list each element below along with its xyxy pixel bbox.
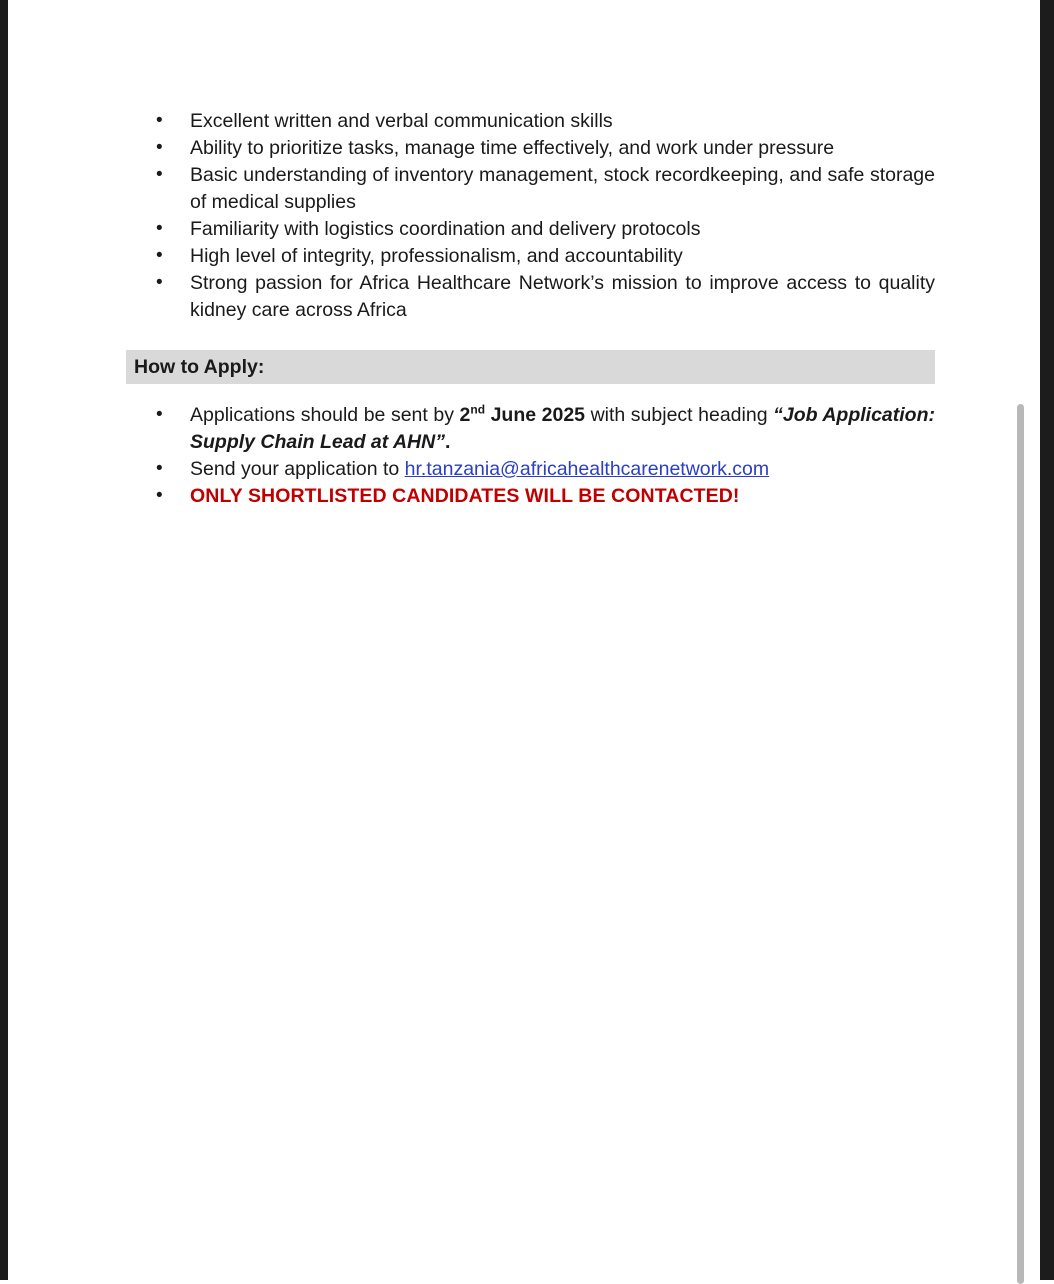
email-link[interactable]: hr.tanzania@africahealthcarenetwork.com xyxy=(404,458,770,480)
apply-date-ordinal: nd xyxy=(470,402,486,417)
apply-period: . xyxy=(444,431,451,453)
list-item: • Familiarity with logistics coordination and delivery protocols xyxy=(126,216,935,243)
list-item-application-deadline xyxy=(126,402,935,456)
how-to-apply-list xyxy=(126,402,935,510)
list-item: • Basic understanding of inventory management, stock recordkeeping, and safe storage of medical supplies xyxy=(126,162,935,216)
apply-date-rest: June 2025 xyxy=(485,404,586,426)
apply-date-number: 2 xyxy=(459,404,471,426)
list-item: • Excellent written and verbal communication skills xyxy=(126,108,935,135)
apply-middle-text: with subject heading xyxy=(585,404,774,426)
document-body xyxy=(8,0,1040,1270)
shortlist-alert-text: ONLY SHORTLISTED CANDIDATES WILL BE CONTACTED! xyxy=(190,485,740,507)
page-gutter-right xyxy=(1040,0,1054,1280)
scrollbar-track[interactable] xyxy=(1028,0,1040,1280)
list-item: • High level of integrity, professionalism, and accountability xyxy=(126,243,935,270)
list-item: • Ability to prioritize tasks, manage time effectively, and work under pressure xyxy=(126,135,935,162)
apply-lead-text: Applications should be sent by xyxy=(190,404,460,426)
document-content xyxy=(8,0,1040,1270)
list-item: • Strong passion for Africa Healthcare Network’s mission to improve access to quality kidney care across Africa xyxy=(126,270,935,324)
send-application-lead: Send your application to xyxy=(190,458,405,480)
requirements-list xyxy=(126,108,935,324)
list-item-shortlist-notice xyxy=(126,483,935,510)
apply-subject-heading: “Job Application: Supply Chain Lead at AHN” xyxy=(190,404,935,453)
blank-page-area xyxy=(126,510,935,1270)
scrollbar-thumb[interactable] xyxy=(1017,404,1024,1284)
document-page xyxy=(8,0,1040,1280)
section-heading-how-to-apply: How to Apply: xyxy=(126,350,935,384)
list-item-send-application xyxy=(126,456,935,483)
page-gutter-left xyxy=(0,0,8,1280)
